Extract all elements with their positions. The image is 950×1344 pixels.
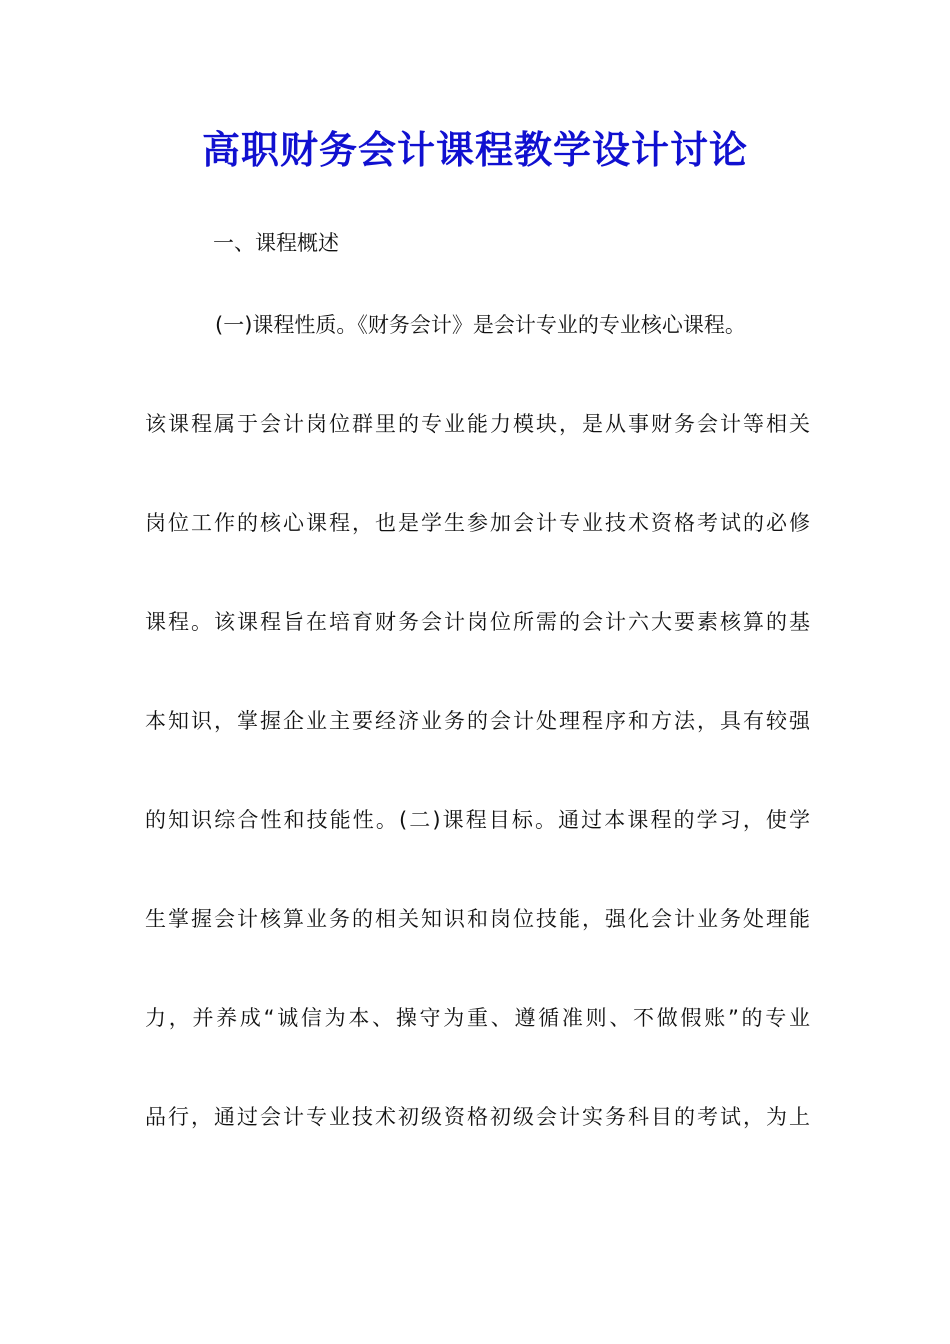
- paragraph-line: 岗位工作的核心课程，也是学生参加会计专业技术资格考试的必修: [145, 511, 810, 535]
- paragraph-line: 本知识，掌握企业主要经济业务的会计处理程序和方法，具有较强: [145, 709, 810, 733]
- paragraph-line: 的知识综合性和技能性。(二)课程目标。通过本课程的学习，使学: [145, 808, 810, 832]
- paragraph-line: 该课程属于会计岗位群里的专业能力模块，是从事财务会计等相关: [145, 412, 810, 436]
- paragraph-line: (一)课程性质。《财务会计》是会计专业的专业核心课程。: [215, 313, 746, 337]
- paragraph-line: 力，并养成“诚信为本、操守为重、遵循准则、不做假账”的专业: [145, 1006, 810, 1030]
- document-title: 高职财务会计课程教学设计讨论: [201, 127, 748, 172]
- section-heading: 一、课程概述: [213, 231, 339, 255]
- paragraph-line: 生掌握会计核算业务的相关知识和岗位技能，强化会计业务处理能: [145, 907, 810, 931]
- paragraph-line: 品行，通过会计专业技术初级资格初级会计实务科目的考试，为上: [145, 1105, 810, 1129]
- paragraph-line: 课程。该课程旨在培育财务会计岗位所需的会计六大要素核算的基: [145, 610, 810, 634]
